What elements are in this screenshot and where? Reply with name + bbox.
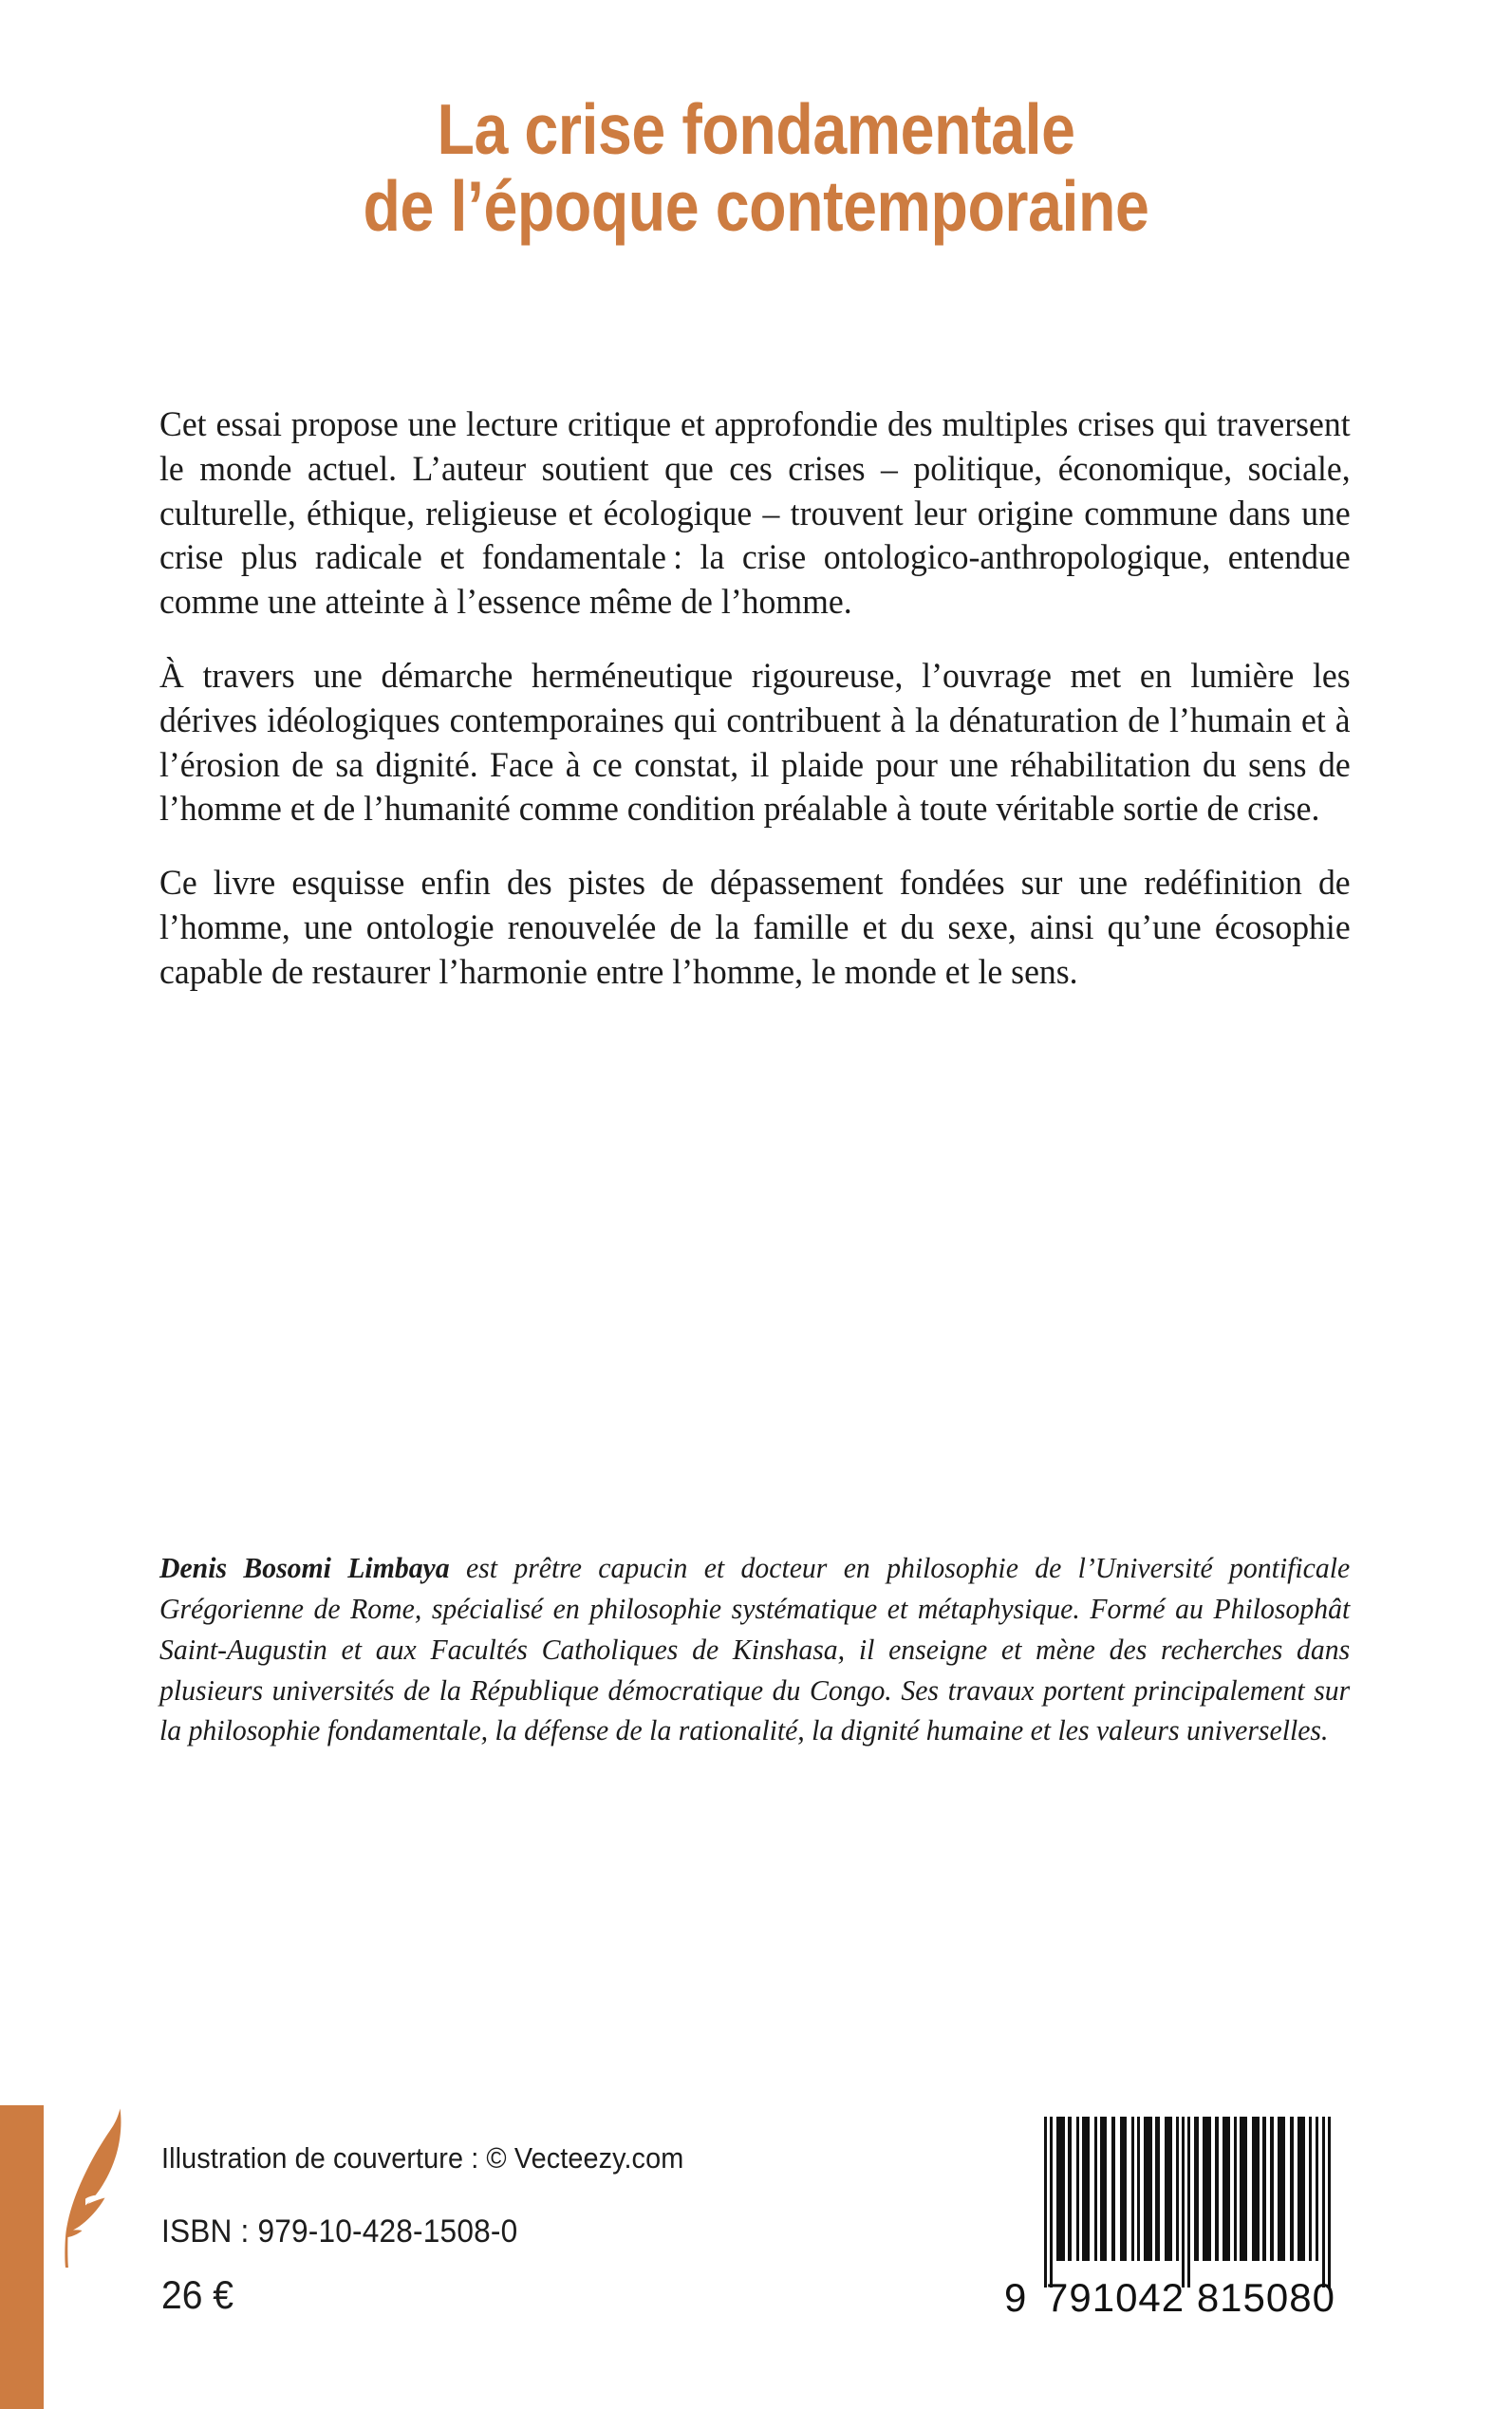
author-bio-body: est prêtre capucin et docteur en philosophie de l’Université pontificale Grégorienne de Rome, spécialisé en philosophie systématique et métaphysique. Formé au Philosophât Saint-Augustin et aux Facultés Catholiques de Kinshasa, il enseigne et mène des recherches dans plusieurs universités de la République démocratique du Congo. Ses travaux portent principalement sur la philosophie fondamentale, la défense de la rationalité, la dignité humaine et les valeurs universelles. — [159, 1552, 1351, 1747]
author-bio-text — [159, 1548, 1350, 1751]
isbn-text: ISBN : 979-10-428-1508-0 — [161, 2213, 518, 2250]
blurb-paragraph: Ce livre esquisse enfin des pistes de dépassement fondées sur une redéfinition de l’homme, une ontologie renouvelée de la famille et du sexe, ainsi qu’une écosophie capable de restaurer l’harmonie entre l’homme, le monde et le sens. — [159, 864, 1351, 992]
isbn-barcode — [1002, 2117, 1353, 2320]
blurb-paragraph: Cet essai propose une lecture critique et approfondie des multiples crises qui traversent le monde actuel. L’auteur soutient que ces crises – politique, économique, sociale, culturelle, éthique, religieuse et écologique – trouvent leur origine commune dans une crise plus radicale et fondamentale : la crise ontologico-anthropologique, entendue comme une atteinte à l’essence même de l’homme. — [159, 405, 1351, 623]
title-line-2: de l’époque contemporaine — [363, 166, 1149, 246]
author-name: Denis Bosomi Limbaya — [159, 1552, 450, 1584]
footer-text-block — [161, 2143, 723, 2315]
title-line-1: La crise fondamentale — [437, 89, 1075, 169]
cover-credit: Illustration de couverture : © Vecteezy.com — [161, 2141, 684, 2175]
blurb-paragraph: À travers une démarche herméneutique rigoureuse, l’ouvrage met en lumière les dérives idéologiques contemporaines qui contribuent à la dénaturation de l’humain et à l’érosion de sa dignité. Face à ce constat, il plaide pour une réhabilitation du sens de l’homme et de l’humanité comme condition préalable à toute véritable sortie de crise. — [159, 656, 1351, 830]
barcode-bars — [1002, 2117, 1353, 2288]
barcode-main-digits: 791042 815080 — [1046, 2275, 1335, 2320]
book-title — [0, 91, 1512, 245]
author-bio — [159, 1548, 1351, 1751]
footer-accent-bar — [0, 2105, 44, 2409]
barcode-lead-digit: 9 — [1004, 2275, 1028, 2320]
blurb-body — [159, 403, 1351, 996]
quill-feather-icon — [57, 2105, 125, 2270]
price-text: 26 € — [161, 2272, 234, 2317]
